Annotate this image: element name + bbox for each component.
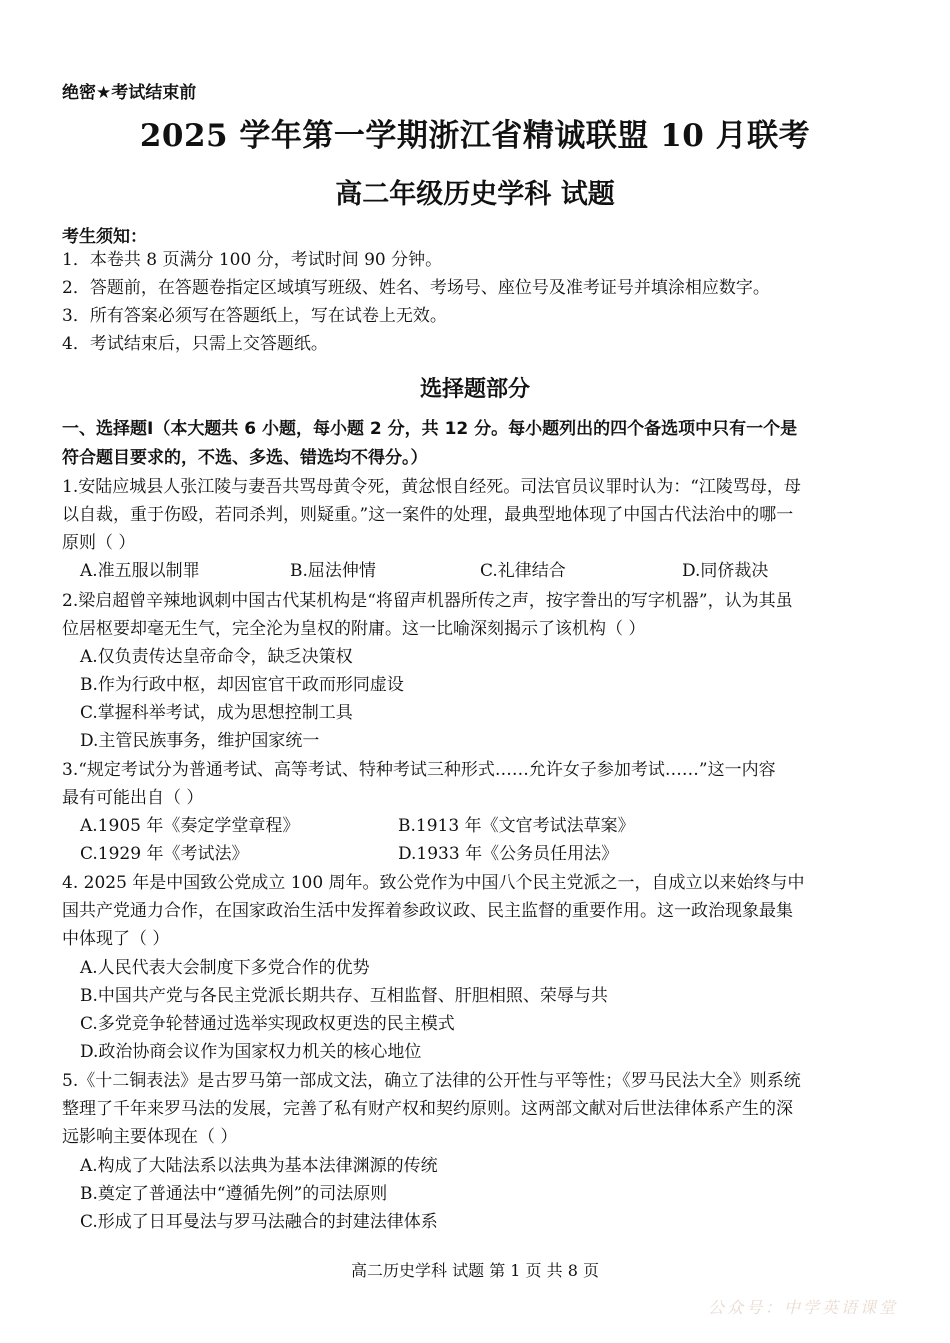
question-1-stem: 以自裁，重于伤殴，若同杀判，则疑重。”这一案件的处理，最典型地体现了中国古代法治中的哪一 <box>62 505 794 525</box>
question-3-stem: 3.“规定考试分为普通考试、高等考试、特种考试三种形式……允许女子参加考试……”这一内容 <box>62 760 776 780</box>
option-b: B.奠定了普通法中“遵循先例”的司法原则 <box>80 1184 388 1204</box>
part-heading: 一、选择题Ⅰ（本大题共 6 小题，每小题 2 分，共 12 分。每小题列出的四个备选项中只有一个是 <box>62 419 798 439</box>
question-3-stem: 最有可能出自（ ） <box>62 788 204 808</box>
part-heading: 符合题目要求的，不选、多选、错选均不得分。） <box>62 448 428 468</box>
exam-title: 2025 学年第一学期浙江省精诚联盟 10 月联考 <box>139 118 811 154</box>
option-d: D.1933 年《公务员任用法》 <box>398 844 619 864</box>
section-title: 选择题部分 <box>419 376 530 402</box>
notice-item: 1．本卷共 8 页满分 100 分，考试时间 90 分钟。 <box>62 250 443 270</box>
exam-subtitle: 高二年级历史学科 试题 <box>335 179 615 210</box>
question-3-options-row-1 <box>80 812 900 840</box>
question-3-options-row-2 <box>80 840 900 868</box>
option-d: D.政治协商会议作为国家权力机关的核心地位 <box>80 1042 422 1062</box>
watermark: 公众号：中学英语课堂 <box>707 1298 898 1317</box>
question-5-stem: 远影响主要体现在（ ） <box>62 1127 238 1147</box>
question-4-stem: 中体现了（ ） <box>62 929 170 949</box>
option-c: C.礼律结合 <box>480 561 566 581</box>
question-2-stem: 2.梁启超曾辛辣地讽刺中国古代某机构是“将留声机器所传之声，按字誊出的写字机器”，认为其虽 <box>62 591 793 611</box>
page-footer: 高二历史学科 试题 第 1 页 共 8 页 <box>351 1261 599 1280</box>
question-1-stem: 1.安陆应城县人张江陵与妻吾共骂母黄令死，黄忿恨自经死。司法官员议罪时认为：“江陵骂母，母 <box>62 477 801 497</box>
option-c: C.形成了日耳曼法与罗马法融合的封建法律体系 <box>80 1212 438 1232</box>
question-4-stem: 4. 2025 年是中国致公党成立 100 周年。致公党作为中国八个民主党派之一，自成立以来始终与中 <box>62 873 805 893</box>
option-b: B.作为行政中枢，却因宦官干政而形同虚设 <box>80 675 404 695</box>
option-c: C.1929 年《考试法》 <box>80 844 249 864</box>
option-a: A.1905 年《奏定学堂章程》 <box>80 816 300 836</box>
option-a: A.仅负责传达皇帝命令，缺乏决策权 <box>80 647 353 667</box>
option-b: B.中国共产党与各民主党派长期共存、互相监督、肝胆相照、荣辱与共 <box>80 986 608 1006</box>
question-4-stem: 国共产党通力合作，在国家政治生活中发挥着参政议政、民主监督的重要作用。这一政治现象最集 <box>62 901 793 921</box>
option-b: B.1913 年《文官考试法草案》 <box>398 816 635 836</box>
option-b: B.屈法伸情 <box>290 561 376 581</box>
question-5-stem: 5.《十二铜表法》是古罗马第一部成文法，确立了法律的公开性与平等性；《罗马民法大全》则系统 <box>62 1071 801 1091</box>
option-a: A.构成了大陆法系以法典为基本法律渊源的传统 <box>80 1156 438 1176</box>
notice-item: 3．所有答案必须写在答题纸上，写在试卷上无效。 <box>62 306 447 326</box>
question-5-stem: 整理了千年来罗马法的发展，完善了私有财产权和契约原则。这两部文献对后世法律体系产生的深 <box>62 1099 793 1119</box>
notice-item: 2．答题前，在答题卷指定区域填写班级、姓名、考场号、座位号及准考证号并填涂相应数字。 <box>62 278 770 298</box>
question-1-stem: 原则（ ） <box>62 533 136 553</box>
notice-heading: 考生须知： <box>62 227 147 247</box>
notice-item: 4．考试结束后，只需上交答题纸。 <box>62 334 328 354</box>
option-c: C.多党竞争轮替通过选举实现政权更迭的民主模式 <box>80 1014 455 1034</box>
question-1-options <box>80 557 900 585</box>
option-c: C.掌握科举考试，成为思想控制工具 <box>80 703 353 723</box>
question-2-stem: 位居枢要却毫无生气，完全沦为皇权的附庸。这一比喻深刻揭示了该机构（ ） <box>62 619 646 639</box>
confidential-label: 绝密★考试结束前 <box>62 83 197 103</box>
option-a: A.人民代表大会制度下多党合作的优势 <box>80 958 370 978</box>
option-a: A.准五服以制罪 <box>80 561 200 581</box>
option-d: D.同侪裁决 <box>682 561 769 581</box>
option-d: D.主管民族事务，维护国家统一 <box>80 731 320 751</box>
